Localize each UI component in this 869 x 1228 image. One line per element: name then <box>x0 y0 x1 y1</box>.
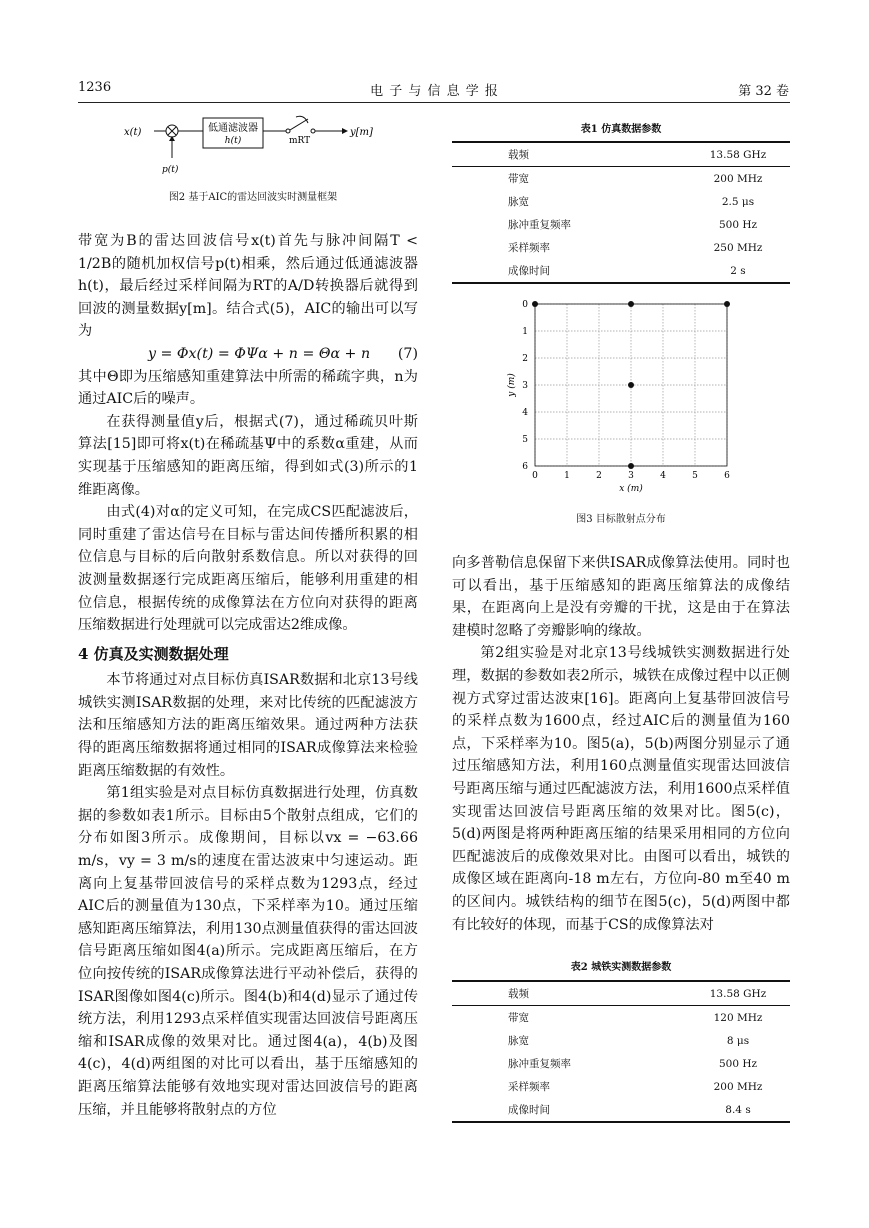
fig2-random-label: p(t) <box>162 165 179 175</box>
table-row <box>452 981 790 1006</box>
table-row <box>452 190 790 213</box>
section-heading: 4 仿真及实测数据处理 <box>78 644 229 663</box>
param-value: 2.5 μs <box>721 195 755 208</box>
scatter-point <box>532 301 538 307</box>
table1 <box>452 141 790 284</box>
equation-body: y = Φx(t) = ΦΨα + n = Θα + n <box>148 345 371 362</box>
paragraph: 带宽为B的雷达回波信号x(t)首先与脉冲间隔T < 1/2B的随机加权信号p(t)相乘，然后通过低通滤波器h(t)，最后经过采样间隔为RT的A/D转换器后就得到回波的测量数据y[m]。结合式(5)，AIC的输出可以写为 <box>78 233 418 340</box>
fig2-caption: 图2 基于AIC的雷达回波实时测量框架 <box>168 192 338 203</box>
table-row <box>452 1029 790 1052</box>
fig2-filter-h: h(t) <box>224 136 242 146</box>
right-column <box>452 552 790 936</box>
param-value: 500 Hz <box>718 1057 758 1070</box>
equation-7 <box>78 343 418 366</box>
table-row <box>452 167 790 191</box>
table2-title: 表2 城铁实测数据参数 <box>570 962 672 973</box>
table2 <box>452 980 790 1123</box>
scatter-point <box>724 301 730 307</box>
scatter-point <box>628 301 634 307</box>
y-tick-label: 3 <box>522 381 528 391</box>
param-name: 脉冲重复频率 <box>508 1058 571 1070</box>
y-tick-label: 1 <box>522 327 528 337</box>
y-tick-label: 6 <box>522 462 528 472</box>
table-row <box>452 1098 790 1122</box>
param-name: 成像时间 <box>452 259 686 283</box>
x-tick-label: 0 <box>532 471 538 481</box>
x-tick-label: 2 <box>596 471 602 481</box>
scatter-point <box>628 382 634 388</box>
param-name: 带宽 <box>452 1006 686 1030</box>
param-name: 脉冲重复频率 <box>508 219 571 231</box>
param-name: 脉宽 <box>508 196 529 208</box>
paragraph: 向多普勒信息保留下来供ISAR成像算法使用。同时也可以看出，基于压缩感知的距离压缩算法的成像结果，在距离向上是没有旁瓣的干扰，这是由于在算法建模时忽略了旁瓣影响的缘故。 <box>452 555 790 639</box>
fig3-scatter-plot <box>500 292 750 502</box>
x-tick-label: 6 <box>724 471 730 481</box>
param-name: 载频 <box>452 981 686 1006</box>
paragraph: 本节将通过对点目标仿真ISAR数据和北京13号线城铁实测ISAR数据的处理，来对比传统的匹配滤波方法和压缩感知方法的距离压缩效果。通过两种方法获得的距离压缩数据将通过相同的ISAR成像算法来检验距离压缩数据的有效性。 <box>78 672 418 779</box>
fig2-block-diagram <box>110 112 400 182</box>
param-value: 500 Hz <box>718 218 758 231</box>
param-name: 采样频率 <box>508 1081 550 1093</box>
table-row <box>452 142 790 167</box>
fig2-filter-label: 低通滤波器 <box>208 123 258 134</box>
fig2-input-label: x(t) <box>124 127 142 138</box>
param-name: 载频 <box>452 142 686 167</box>
param-value: 200 MHz <box>713 1080 763 1093</box>
table-row <box>452 1052 790 1075</box>
page-number: 1236 <box>78 80 112 95</box>
table-row <box>452 259 790 283</box>
x-tick-label: 4 <box>660 471 666 481</box>
fig3-xlabel: x (m) <box>619 484 643 494</box>
paragraph: 在获得测量值y后，根据式(7)，通过稀疏贝叶斯算法[15]即可将x(t)在稀疏基Ψ中的系数α重建，从而实现基于压缩感知的距离压缩，得到如式(3)所示的1维距离像。 <box>78 413 418 498</box>
equation-number: (7) <box>397 345 418 362</box>
volume-label: 第 32 卷 <box>738 84 789 99</box>
param-value: 200 MHz <box>686 167 790 191</box>
fig2-switch-label: mRT <box>289 136 311 146</box>
y-tick-label: 5 <box>522 435 528 445</box>
param-value: 8.4 s <box>686 1098 790 1122</box>
x-tick-label: 3 <box>628 471 634 481</box>
paragraph: 其中Θ即为压缩感知重建算法中所需的稀疏字典，n为通过AIC后的噪声。 <box>78 368 418 408</box>
fig3-ylabel: y (m) <box>507 373 517 397</box>
x-tick-label: 1 <box>564 471 570 481</box>
table-row <box>452 1075 790 1098</box>
y-tick-label: 4 <box>522 408 528 418</box>
paragraph: 第2组实验是对北京13号线城铁实测数据进行处理，数据的参数如表2所示，城铁在成像过程中以正侧视方式穿过雷达波束[16]。距离向上复基带回波信号的采样点数为1600点，经过AIC后的测量值为160点，下采样率为10。图5(a)，5(b)两图分别显示了通过压缩感知方法，利用160点测量值实现雷达回波信号距离压缩与通过匹配滤波方法，利用1600点采样值实现雷达回波信号距离压缩的效果对比。图5(c)，5(d)两图是将两种距离压缩的结果采用相同的方位向匹配滤波后的成像效果对比。由图可以看出，城铁的成像区域在距离向-18 m左右，方位向-80 m至40 m的区间内。城铁结构的细节在图5(c)，5(d)两图中都有比较好的体现，而基于CS的成像算法对 <box>452 645 790 933</box>
fig3-caption: 图3 目标散射点分布 <box>576 514 666 525</box>
param-name: 脉宽 <box>508 1035 529 1047</box>
header-rule <box>78 102 790 103</box>
y-tick-label: 2 <box>522 354 528 364</box>
table-row <box>452 1006 790 1030</box>
table-row <box>452 236 790 259</box>
switch-arc-icon <box>296 116 308 123</box>
journal-title: 电 子 与 信 息 学 报 <box>370 84 499 99</box>
left-column <box>78 230 418 1121</box>
param-value: 8 μs <box>726 1034 750 1047</box>
scatter-point <box>628 463 634 469</box>
param-value: 120 MHz <box>686 1006 790 1030</box>
param-name: 成像时间 <box>452 1098 686 1122</box>
param-name: 采样频率 <box>508 242 550 254</box>
param-value: 2 s <box>686 259 790 283</box>
param-value: 250 MHz <box>713 241 763 254</box>
fig2-output-label: y[m] <box>350 127 373 138</box>
paragraph: 第1组实验是对点目标仿真数据进行处理，仿真数据的参数如表1所示。目标由5个散射点组成，它们的分布如图3所示。成像期间，目标以vx = −63.66 m/s，vy = 3 m/s的速度在雷达波束中匀速运动。距离向上复基带回波信号的采样点数为1293点，经过AIC后的测量值为130点，下采样率为10。通过压缩感知距离压缩算法，利用130点测量值获得的雷达回波信号距离压缩如图4(a)所示。完成距离压缩后，在方位向按传统的ISAR成像算法进行平动补偿后，获得的ISAR图像如图4(c)所示。图4(b)和4(d)显示了通过传统方法，利用1293点采样值实现雷达回波信号距离压缩和ISAR成像的效果对比。通过图4(a)，4(b)及图4(c)，4(d)两组图的对比可以看出，基于压缩感知的距离压缩算法能够有效地实现对雷达回波信号的距离压缩，并且能够将散射点的方位 <box>78 785 418 1118</box>
table1-title: 表1 仿真数据参数 <box>580 124 662 135</box>
table-row <box>452 213 790 236</box>
paragraph: 由式(4)对α的定义可知，在完成CS匹配滤波后，同时重建了雷达信号在目标与雷达间传播所积累的相位信息与目标的后向散射系数信息。所以对获得的回波测量数据逐行完成距离压缩后，能够利用重建的相位信息，根据传统的成像算法在方位向对获得的距离压缩数据进行处理就可以完成雷达2维成像。 <box>78 504 418 634</box>
param-name: 带宽 <box>452 167 686 191</box>
y-tick-label: 0 <box>522 300 528 310</box>
param-value: 13.58 GHz <box>686 142 790 167</box>
param-value: 13.58 GHz <box>686 981 790 1006</box>
x-tick-label: 5 <box>692 471 698 481</box>
